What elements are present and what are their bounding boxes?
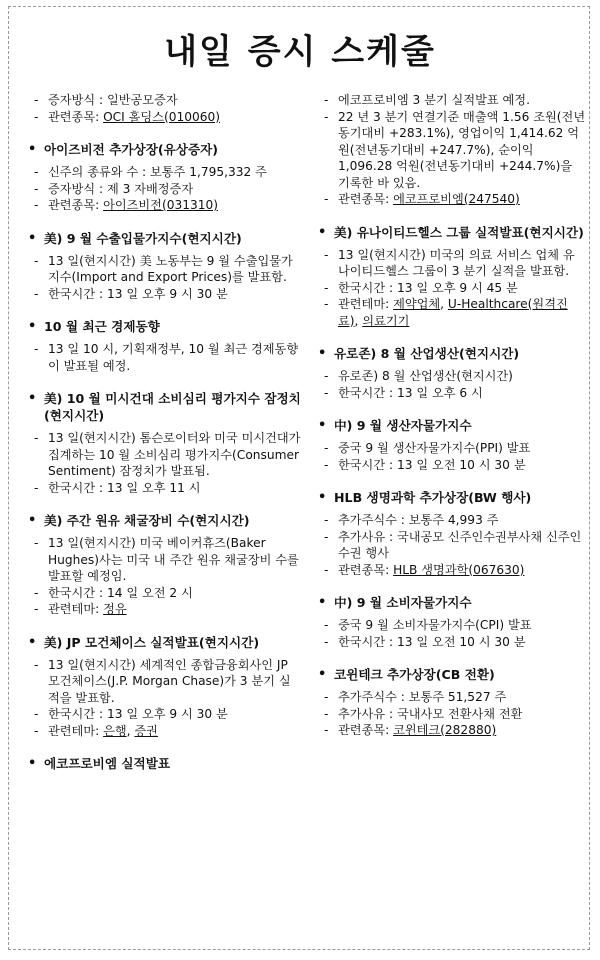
dash-icon: - [34,657,39,672]
item-label: 한국시간 : [48,480,107,495]
dash-icon: - [34,253,39,268]
dash-icon: - [34,342,39,356]
dash-icon: - [34,707,39,721]
item-text: 13 일 10 시, 기획재정부, 10 월 최근 경제동향이 발표될 예정. [48,342,299,373]
related-link[interactable]: 은행 [103,723,127,738]
detail-item [316,706,586,723]
section-heading [26,390,301,424]
item-text: 13 일(현지시간) 세계적인 종합금융회사인 JP 모건체이스(J.P. Morgan Chase)가 3 분기 실적을 발표함. [48,657,291,705]
item-label: 관련테마: [338,297,394,311]
section-heading [26,230,301,247]
bullet-icon: • [28,634,37,650]
item-text: 13 일 오전 10 시 30 분 [396,634,526,649]
item-label: 한국시간 : [338,280,397,295]
schedule-section [316,345,586,401]
item-label: 관련종목: [338,723,394,737]
item-text: 보통주 1,795,332 주 [150,165,267,179]
heading-text: 美) 10 월 미시건대 소비심리 평가지수 잠정치(현지시간) [44,391,301,423]
dash-icon: - [34,431,39,445]
item-label: 한국시간 : [338,634,397,649]
section-heading [26,755,301,772]
detail-item [316,109,586,192]
item-label: 추가사유 : [338,529,397,544]
item-label: 추가주식수 : [338,513,409,527]
item-text: 13 일 오후 9 시 30 분 [106,286,228,301]
item-text: 국내공모 신주인수권부사채 신주인수권 행사 [338,529,582,560]
item-text: 제 3 자배정증자 [106,181,194,196]
detail-item [316,92,586,109]
item-label: 추가주식수 : [338,690,409,704]
detail-item [26,92,301,109]
dash-icon: - [324,93,329,107]
dash-icon: - [34,93,39,107]
detail-item [26,164,301,181]
detail-item [26,601,301,618]
detail-item [316,634,586,651]
dash-icon: - [324,441,329,455]
detail-item [26,535,301,585]
bullet-icon: • [318,346,327,361]
detail-item [316,529,586,562]
detail-item [316,617,586,634]
heading-text: 코윈테크 추가상장(CB 전환) [334,667,495,682]
dash-icon: - [324,723,329,737]
item-label: 증자방식 : [48,93,107,107]
bullet-icon: • [28,756,37,771]
item-text: 13 일 오후 9 시 45 분 [396,280,518,295]
item-label: 추가사유 : [338,706,397,721]
heading-text: 中) 9 월 생산자물가지수 [334,418,472,433]
heading-text: 10 월 최근 경제동향 [44,319,160,334]
heading-text: 美) JP 모건체이스 실적발표(현지시간) [44,634,260,650]
item-text: 보통주 51,527 주 [408,690,507,704]
section-heading [316,417,586,434]
detail-item [26,585,301,602]
schedule-section [316,489,586,578]
item-text: 14 일 오전 2 시 [106,585,193,600]
item-text: 국내사모 전환사채 전환 [396,706,523,721]
related-link[interactable]: HLB 생명과학(067630) [393,562,525,577]
dash-icon: - [34,536,39,550]
dash-icon: - [34,198,39,212]
detail-item [316,562,586,579]
item-text: 13 일(현지시간) 미국의 의료 서비스 업체 유나이티드헬스 그룹이 3 분기 실적을 발표함. [338,247,575,278]
item-text: 에코프로비엠 3 분기 실적발표 예정. [338,93,530,107]
item-label: 한국시간 : [48,707,107,721]
detail-item [316,440,586,457]
dash-icon: - [324,618,329,632]
heading-text: 美) 9 월 수출입물가지수(현지시간) [44,230,242,246]
item-text: 22 년 3 분기 연결기준 매출액 1.56 조원(전년동기대비 +283.1%), 영업이익 1,414.62 억원(전년동기대비 +247.7%), 순이익 1,096.28 억원(전년동기대비 +244.7%)을 기록한 바 있음. [338,109,586,190]
schedule-section [316,92,586,208]
item-label: 증자방식 : [48,181,107,196]
item-label: 관련종목: [338,562,394,577]
schedule-section [316,417,586,473]
related-link[interactable]: 증권 [134,723,158,738]
bullet-icon: • [318,224,327,240]
schedule-section [316,594,586,650]
item-text: 13 일(현지시간) 미국 베이커휴즈(Baker Hughes)사는 미국 내 주간 원유 채굴장비 수를 발표할 예정임. [48,536,299,583]
item-label: 한국시간 : [48,585,107,600]
detail-item [316,247,586,280]
heading-text: 아이즈비전 추가상장(유상증자) [44,142,219,157]
item-text: 13 일 오전 10 시 30 분 [396,457,526,472]
schedule-section [26,230,301,303]
dash-icon: - [324,109,329,124]
bullet-icon: • [28,230,37,246]
detail-item [26,480,301,497]
dash-icon: - [324,280,329,295]
related-link[interactable]: 의료기기 [362,313,410,328]
related-link[interactable]: 아이즈비전(031310) [103,198,218,212]
left-column [26,92,301,788]
detail-item [316,280,586,297]
schedule-section [26,318,301,374]
section-heading [316,224,586,241]
detail-item [26,341,301,374]
schedule-section [316,224,586,330]
item-text: 중국 9 월 생산자물가지수(PPI) 발표 [338,441,531,455]
detail-item [316,368,586,385]
bullet-icon: • [318,595,327,610]
detail-item [26,286,301,303]
bullet-icon: • [28,142,37,157]
schedule-section [316,666,586,739]
heading-text: 美) 주간 원유 채굴장비 수(현지시간) [44,513,250,528]
page-title: 내일 증시 스케줄 [164,32,436,72]
heading-text: 에코프로비엠 실적발표 [44,756,171,771]
detail-item [26,706,301,723]
item-text: 유로존) 8 월 산업생산(현지시간) [338,369,513,383]
dash-icon: - [324,369,329,383]
item-label: 관련종목: [48,198,104,212]
dash-icon: - [34,286,39,301]
item-label: 한국시간 : [48,286,107,301]
dash-icon: - [34,480,39,495]
dash-icon: - [34,109,39,124]
heading-text: 유로존) 8 월 산업생산(현지시간) [334,346,520,361]
schedule-section [26,141,301,214]
schedule-section [26,634,301,740]
item-label: 관련테마: [48,602,104,616]
dash-icon: - [324,385,329,400]
detail-item [316,689,586,706]
item-text: 13 일(현지시간) 톰슨로이터와 미국 미시건대가 집계하는 10 월 소비심리 평가지수(Consumer Sentiment) 잠정치가 발표됨. [48,431,301,478]
related-link[interactable]: 정유 [103,602,127,616]
item-label: 한국시간 : [338,457,397,472]
heading-text: HLB 생명과학 추가상장(BW 행사) [334,490,532,505]
section-heading [316,489,586,506]
dash-icon: - [324,247,329,262]
detail-item: - 관련테마: 은행, 증권 [34,723,158,738]
heading-text: 中) 9 월 소비자물가지수 [334,595,472,610]
schedule-section [26,755,301,772]
dash-icon: - [324,297,329,311]
related-link[interactable]: 코윈테크(282880) [393,723,497,737]
bullet-icon: • [28,513,37,528]
item-text: 13 일(현지시간) 美 노동부는 9 월 수출입물가지수(Import and Export Prices)를 발표함. [48,253,293,284]
item-label: 관련종목: [48,109,104,124]
dash-icon: - [324,529,329,544]
item-text: 보통주 4,993 주 [408,513,499,527]
item-text: 중국 9 월 소비자물가지수(CPI) 발표 [338,618,532,632]
detail-item [26,197,301,214]
bullet-icon: • [28,391,37,406]
detail-item [26,109,301,126]
dash-icon: - [34,723,39,738]
detail-item [316,722,586,739]
section-heading [316,666,586,683]
bullet-icon: • [318,418,327,433]
detail-item [26,181,301,198]
detail-item [316,512,586,529]
detail-item [316,191,586,208]
dash-icon: - [34,602,39,616]
item-text: 13 일 오후 11 시 [106,480,201,495]
detail-item [26,253,301,286]
section-heading [26,512,301,529]
bullet-icon: • [318,490,327,505]
related-link[interactable]: 에코프로비엠(247540) [393,192,520,206]
item-text: 13 일 오후 9 시 30 분 [106,707,228,721]
schedule-section [26,512,301,618]
item-label: 관련종목: [338,192,394,206]
dash-icon: - [324,690,329,704]
dash-icon: - [324,513,329,527]
section-heading [316,594,586,611]
section-heading [26,634,301,651]
dash-icon: - [34,181,39,196]
section-heading [26,141,301,158]
right-column [316,92,586,755]
related-link[interactable]: U-Healthcare(원격진료) [338,297,568,328]
dash-icon: - [34,585,39,600]
detail-item [316,457,586,474]
item-text: 13 일 오후 6 시 [396,385,483,400]
item-label: 관련테마: [48,723,104,738]
dash-icon: - [324,457,329,472]
section-heading [316,345,586,362]
dash-icon: - [324,192,329,206]
dash-icon: - [324,562,329,577]
detail-item [26,430,301,480]
related-link[interactable]: OCI 홀딩스(010060) [103,109,221,124]
detail-item: - 관련테마: 제약업체, U-Healthcare(원격진료), 의료기기 [324,297,568,328]
dash-icon: - [324,706,329,721]
schedule-section [26,390,301,496]
dash-icon: - [34,165,39,179]
item-label: 신주의 종류와 수 : [48,165,151,179]
bullet-icon: • [318,667,327,682]
bullet-icon: • [28,319,37,334]
detail-item [316,385,586,402]
heading-text: 美) 유나이티드헬스 그룹 실적발표(현지시간) [334,224,584,240]
detail-item [26,657,301,707]
item-text: 일반공모증자 [106,93,178,107]
item-label: 한국시간 : [338,385,397,400]
related-link[interactable]: 제약업체 [393,297,441,311]
schedule-section [26,92,301,125]
section-heading [26,318,301,335]
dash-icon: - [324,634,329,649]
